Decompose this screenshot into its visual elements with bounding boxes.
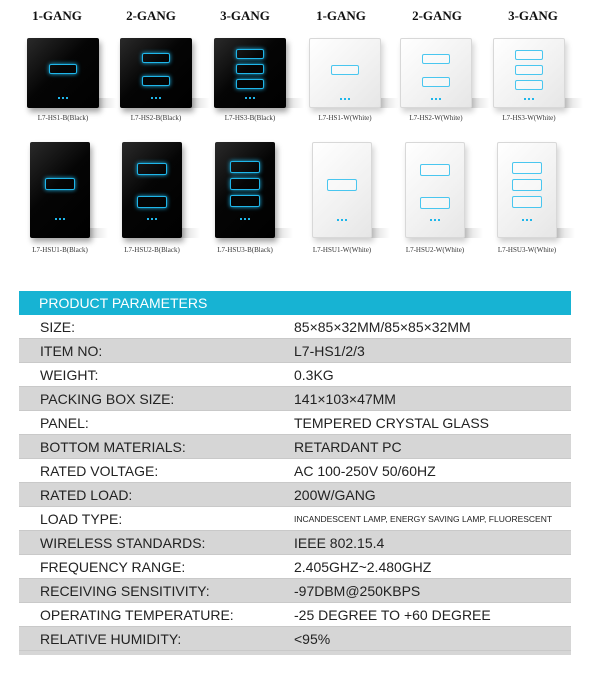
gang-header: 1-GANG — [32, 8, 82, 23]
touch-key — [420, 197, 450, 209]
parameter-value: 85×85×32MM/85×85×32MM — [294, 319, 471, 335]
switch-panel-white — [405, 142, 465, 238]
parameter-row — [19, 387, 571, 411]
touch-key — [331, 65, 359, 75]
indicator-dots — [151, 97, 161, 99]
parameter-value: 200W/GANG — [294, 487, 376, 503]
parameter-label: WEIGHT: — [40, 367, 99, 383]
product-caption: L7-HSU2-W(White) — [405, 246, 465, 254]
product-parameters-table — [19, 291, 571, 655]
touch-key — [230, 161, 260, 173]
parameter-label: PACKING BOX SIZE: — [40, 391, 175, 407]
switch-panel-black — [214, 38, 286, 108]
parameter-row — [19, 627, 571, 651]
touch-key — [515, 80, 543, 90]
indicator-dots — [55, 218, 65, 220]
switch-panel-white — [312, 142, 372, 238]
gang-header: 2-GANG — [126, 8, 176, 23]
indicator-dots — [147, 218, 157, 220]
product-caption: L7-HSU3-W(White) — [497, 246, 557, 254]
touch-key — [45, 178, 75, 190]
switch-panel-black — [27, 38, 99, 108]
touch-key — [422, 54, 450, 64]
indicator-dots — [522, 219, 532, 221]
parameter-value: -97DBM@250KBPS — [294, 583, 421, 599]
table-bottom-strip — [19, 651, 571, 655]
product-caption: L7-HSU2-B(Black) — [124, 246, 180, 254]
touch-key — [137, 163, 167, 175]
parameters-title: PRODUCT PARAMETERS — [19, 291, 571, 315]
touch-key — [236, 79, 264, 89]
parameter-row — [19, 555, 571, 579]
parameter-value: 141×103×47MM — [294, 391, 396, 407]
parameter-row — [19, 483, 571, 507]
switch-panel-black — [120, 38, 192, 108]
parameter-label: ITEM NO: — [40, 343, 103, 359]
gang-header: 3-GANG — [508, 8, 558, 23]
parameter-value: 0.3KG — [294, 367, 334, 383]
parameter-value: 2.405GHZ~2.480GHZ — [294, 559, 432, 575]
parameter-row — [19, 315, 571, 339]
product-caption: L7-HS2-B(Black) — [130, 114, 182, 122]
indicator-dots — [58, 97, 68, 99]
gang-header: 2-GANG — [412, 8, 462, 23]
parameters-rows — [19, 315, 571, 651]
parameter-label: RATED VOLTAGE: — [40, 463, 159, 479]
touch-key — [230, 195, 260, 207]
switch-panel-black — [122, 142, 182, 238]
switch-panel-white — [497, 142, 557, 238]
touch-key — [236, 64, 264, 74]
touch-key — [142, 76, 170, 86]
product-caption: L7-HS3-W(White) — [502, 114, 556, 122]
product-caption: L7-HSU1-B(Black) — [32, 246, 88, 254]
parameter-row — [19, 339, 571, 363]
parameter-label: OPERATING TEMPERATURE: — [40, 607, 234, 623]
parameter-value: AC 100-250V 50/60HZ — [294, 463, 436, 479]
touch-key — [49, 64, 77, 74]
parameter-value: <95% — [294, 631, 331, 647]
parameter-label: LOAD TYPE: — [40, 511, 123, 527]
product-caption: L7-HS2-W(White) — [409, 114, 463, 122]
indicator-dots — [240, 218, 250, 220]
parameter-row — [19, 603, 571, 627]
parameter-row — [19, 531, 571, 555]
parameter-label: RATED LOAD: — [40, 487, 133, 503]
parameter-value: RETARDANT PC — [294, 439, 402, 455]
touch-key — [420, 164, 450, 176]
touch-key — [512, 179, 542, 191]
parameter-label: WIRELESS STANDARDS: — [40, 535, 206, 551]
indicator-dots — [524, 98, 534, 100]
parameter-row — [19, 363, 571, 387]
product-caption: L7-HSU1-W(White) — [312, 246, 372, 254]
switch-panel-black — [215, 142, 275, 238]
gang-header: 1-GANG — [316, 8, 366, 23]
parameter-value: L7-HS1/2/3 — [294, 343, 365, 359]
touch-key — [512, 196, 542, 208]
product-caption: L7-HSU3-B(Black) — [217, 246, 273, 254]
touch-key — [137, 196, 167, 208]
indicator-dots — [430, 219, 440, 221]
switch-panel-white — [493, 38, 565, 108]
product-caption: L7-HS3-B(Black) — [224, 114, 276, 122]
switch-panel-white — [400, 38, 472, 108]
gang-header: 3-GANG — [220, 8, 270, 23]
parameter-row — [19, 507, 571, 531]
parameter-label: PANEL: — [40, 415, 89, 431]
parameter-label: RECEIVING SENSITIVITY: — [40, 583, 210, 599]
indicator-dots — [431, 98, 441, 100]
touch-key — [236, 49, 264, 59]
touch-key — [142, 53, 170, 63]
parameter-label: RELATIVE HUMIDITY: — [40, 631, 182, 647]
parameter-value: TEMPERED CRYSTAL GLASS — [294, 415, 490, 431]
product-caption: L7-HS1-W(White) — [318, 114, 372, 122]
parameter-row — [19, 459, 571, 483]
switch-panel-white — [309, 38, 381, 108]
parameter-row — [19, 579, 571, 603]
parameter-label: BOTTOM MATERIALS: — [40, 439, 186, 455]
product-caption: L7-HS1-B(Black) — [37, 114, 89, 122]
touch-key — [422, 77, 450, 87]
indicator-dots — [245, 97, 255, 99]
parameter-row — [19, 411, 571, 435]
switch-panel-black — [30, 142, 90, 238]
gang-header-row — [0, 8, 589, 28]
parameter-value: IEEE 802.15.4 — [294, 535, 385, 551]
touch-key — [327, 179, 357, 191]
touch-key — [230, 178, 260, 190]
parameter-row — [19, 435, 571, 459]
indicator-dots — [337, 219, 347, 221]
touch-key — [512, 162, 542, 174]
parameter-value: INCANDESCENT LAMP, ENERGY SAVING LAMP, FLUORESCENT — [294, 514, 553, 524]
touch-key — [515, 65, 543, 75]
parameter-label: FREQUENCY RANGE: — [40, 559, 186, 575]
parameter-value: -25 DEGREE TO +60 DEGREE — [294, 607, 491, 623]
indicator-dots — [340, 98, 350, 100]
touch-key — [515, 50, 543, 60]
parameter-label: SIZE: — [40, 319, 76, 335]
